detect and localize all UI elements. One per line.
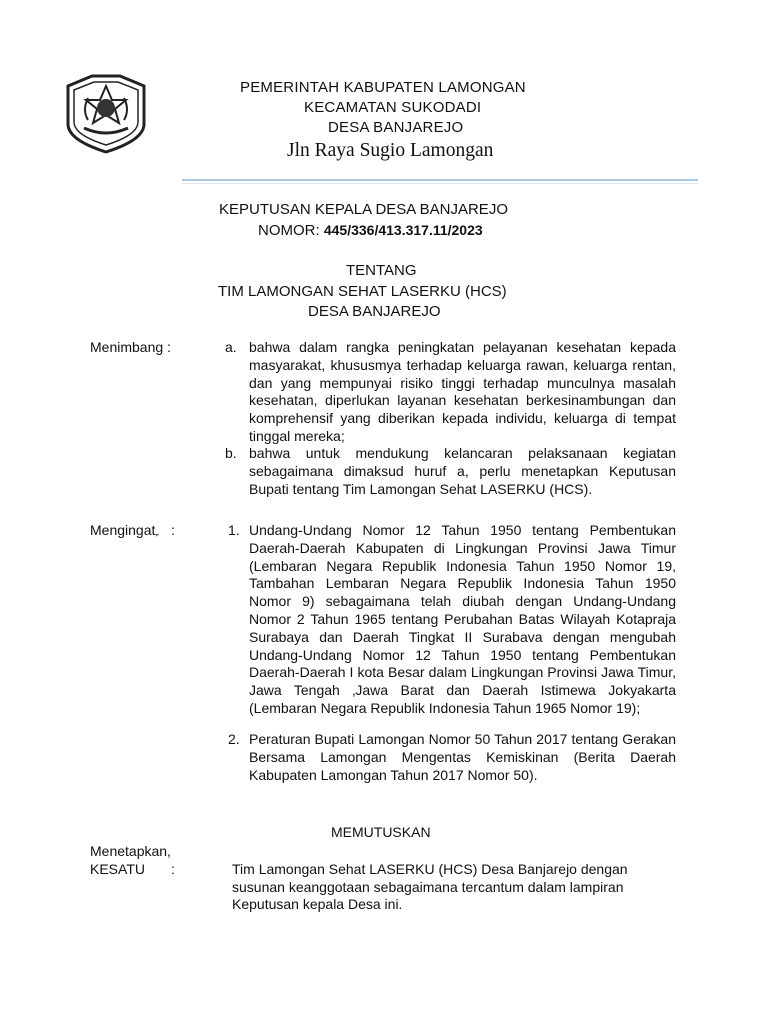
item-marker: a. [225, 339, 237, 355]
decision-heading: MEMUTUSKAN [331, 824, 431, 840]
menimbang-item-b [225, 445, 676, 498]
regency-emblem [62, 72, 150, 154]
kesatu-text: Tim Lamongan Sehat LASERKU (HCS) Desa Banjarejo dengan susunan keanggotaan sebagaimana tercantum dalam lampiran Keputusan kepala Desa ini. [232, 861, 628, 912]
letterhead-line1: PEMERINTAH KABUPATEN LAMONGAN [240, 79, 526, 96]
mengingat-label-mark: „ [155, 527, 159, 538]
item-marker: 1. [228, 522, 240, 538]
decree-subject-line1: TIM LAMONGAN SEHAT LASERKU (HCS) [218, 283, 507, 300]
menimbang-label: Menimbang : [90, 339, 171, 355]
letterhead-rule-thin [182, 183, 698, 184]
lamongan-regency-emblem-icon [62, 72, 150, 154]
item-text: bahwa untuk mendukung kelancaran pelaksanaan kegiatan sebagaimana dimaksud huruf a, perlu menetapkan Keputusan Bupati tentang Tim Lamongan Sehat LASERKU (HCS). [249, 445, 676, 497]
mengingat-item-2 [228, 731, 676, 784]
item-marker: b. [225, 445, 237, 461]
kesatu-colon: : [171, 861, 175, 877]
item-text: Peraturan Bupati Lamongan Nomor 50 Tahun 2017 tentang Gerakan Bersama Lamongan Mengentas Kemiskinan (Berita Daerah Kabupaten Lamongan Tahun 2017 Nomor 50). [249, 731, 676, 783]
decree-heading: KEPUTUSAN KEPALA DESA BANJAREJO [219, 201, 508, 218]
menetapkan-label: Menetapkan, [90, 843, 171, 859]
item-text: bahwa dalam rangka peningkatan pelayanan kesehatan kepada masyarakat, khususmya terhadap keluarga rawan, keluarga rentan, dan yang mempunyai risiko tinggi terhadap munculnya masalah kesehatan, diperlukan layanan kesehatan berkesinambungan dan komprehensif yang diberikan kepada individu, keluarga di tempat tinggal mereka; [249, 339, 676, 444]
letterhead-line3: DESA BANJAREJO [328, 119, 464, 136]
letterhead-street: Jln Raya Sugio Lamongan [287, 140, 494, 161]
decree-number: 445/336/413.317.11/2023 [323, 222, 483, 238]
mengingat-colon: : [171, 522, 175, 538]
decree-number-label: NOMOR: [258, 222, 324, 239]
letterhead-line2: KECAMATAN SUKODADI [304, 99, 482, 116]
decree-number-line [258, 222, 483, 239]
decree-subject-line2: DESA BANJAREJO [308, 303, 441, 320]
mengingat-label-text: Mengingat [90, 522, 156, 538]
mengingat-item-1 [228, 522, 676, 718]
item-marker: 2. [228, 731, 240, 747]
menimbang-item-a [225, 339, 676, 446]
letterhead-rule [182, 179, 698, 181]
kesatu-label: KESATU [90, 861, 145, 877]
decree-about: TENTANG [346, 262, 417, 279]
mengingat-label [90, 522, 159, 538]
item-text: Undang-Undang Nomor 12 Tahun 1950 tentang Pembentukan Daerah-Daerah Kabupaten di Lingkungan Provinsi Jawa Timur (Lembaran Negara Republik Indonesia Tahun 1950 Nomor 19, Tambahan Lembaran Negara Republik Indonesia Tahun 1950 Nomor 9) sebagaimana telah diubah dengan Undang-Undang Nomor 2 Tahun 1965 tentang Perubahan Batas Wilayah Kotapraja Surabaya dan Daerah Tingkat II Surabava dengan mengubah Undang-Undang Nomor 12 Tahun 1950 tentang Pembentukan Daerah-Daerah I kota Besar dalam Lingkungan Provinsi Jawa Timur, Jawa Tengah ‚Jawa Barat dan Daerah Istimewa Jokyakarta (Lembaran Negara Republik Indonesia Tahun 1965 Nomor 19); [249, 522, 676, 716]
